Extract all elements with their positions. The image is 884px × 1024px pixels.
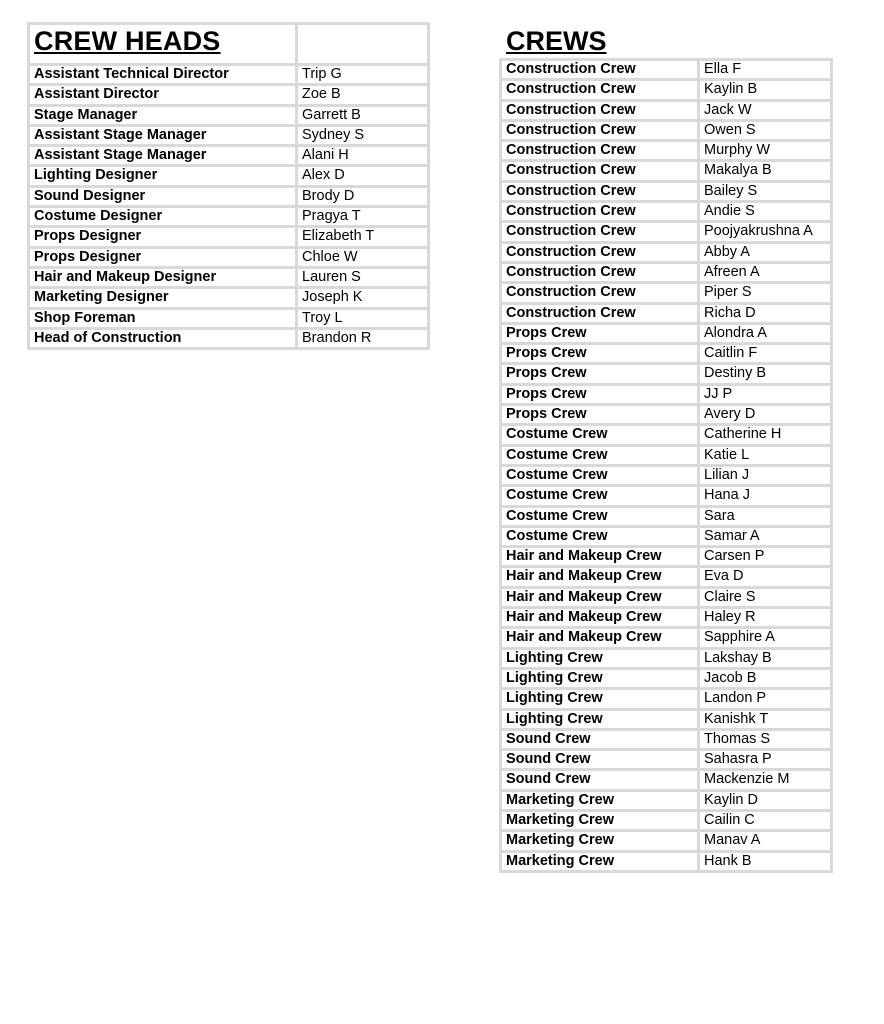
name-cell: Samar A	[699, 526, 832, 546]
crew-row	[501, 384, 832, 404]
crew-row	[501, 364, 832, 384]
name-cell: Sara	[699, 506, 832, 526]
crew-cell: Construction Crew	[501, 303, 699, 323]
crew-row	[501, 506, 832, 526]
name-cell: Kanishk T	[699, 709, 832, 729]
name-cell: Eva D	[699, 567, 832, 587]
name-cell: JJ P	[699, 384, 832, 404]
role-cell: Head of Construction	[29, 328, 297, 348]
crew-row	[501, 729, 832, 749]
crew-row	[501, 202, 832, 222]
name-cell: Carsen P	[699, 547, 832, 567]
name-cell: Kaylin B	[699, 80, 832, 100]
crew-cell: Costume Crew	[501, 425, 699, 445]
crew-cell: Construction Crew	[501, 262, 699, 282]
crew-cell: Hair and Makeup Crew	[501, 567, 699, 587]
name-cell: Lauren S	[297, 267, 429, 287]
crew-row	[501, 668, 832, 688]
crew-row	[501, 303, 832, 323]
name-cell: Alani H	[297, 146, 429, 166]
crew-cell: Construction Crew	[501, 60, 699, 80]
crew-cell: Lighting Crew	[501, 709, 699, 729]
crew-row	[501, 608, 832, 628]
name-cell: Poojyakrushna A	[699, 222, 832, 242]
crew-row	[501, 344, 832, 364]
name-cell: Piper S	[699, 283, 832, 303]
crew-cell: Lighting Crew	[501, 648, 699, 668]
crew-heads-title-cell	[29, 24, 297, 65]
name-cell: Afreen A	[699, 262, 832, 282]
name-cell: Sahasra P	[699, 750, 832, 770]
role-cell: Assistant Stage Manager	[29, 146, 297, 166]
crew-head-row	[29, 227, 429, 247]
crews-title: CREWS	[506, 26, 607, 56]
crew-row	[501, 120, 832, 140]
crew-cell: Props Crew	[501, 364, 699, 384]
crew-head-row	[29, 85, 429, 105]
crew-row	[501, 445, 832, 465]
crew-cell: Marketing Crew	[501, 831, 699, 851]
crew-row	[501, 242, 832, 262]
name-cell: Lilian J	[699, 465, 832, 485]
crew-head-row	[29, 247, 429, 267]
name-cell: Richa D	[699, 303, 832, 323]
crew-cell: Marketing Crew	[501, 851, 699, 871]
name-cell: Pragya T	[297, 207, 429, 227]
name-cell: Hank B	[699, 851, 832, 871]
name-cell: Sapphire A	[699, 628, 832, 648]
crew-cell: Costume Crew	[501, 445, 699, 465]
crew-cell: Construction Crew	[501, 181, 699, 201]
name-cell: Claire S	[699, 587, 832, 607]
crew-row	[501, 60, 832, 80]
crew-row	[501, 405, 832, 425]
crew-row	[501, 283, 832, 303]
name-cell: Manav A	[699, 831, 832, 851]
name-cell: Murphy W	[699, 141, 832, 161]
role-cell: Sound Designer	[29, 186, 297, 206]
crew-cell: Hair and Makeup Crew	[501, 587, 699, 607]
name-cell: Brandon R	[297, 328, 429, 348]
crew-row	[501, 567, 832, 587]
crew-row	[501, 465, 832, 485]
crew-row	[501, 750, 832, 770]
crew-row	[501, 587, 832, 607]
role-cell: Assistant Stage Manager	[29, 125, 297, 145]
crew-cell: Costume Crew	[501, 465, 699, 485]
crew-row	[501, 648, 832, 668]
role-cell: Costume Designer	[29, 207, 297, 227]
name-cell: Catherine H	[699, 425, 832, 445]
crew-cell: Hair and Makeup Crew	[501, 547, 699, 567]
name-cell: Ella F	[699, 60, 832, 80]
crew-cell: Construction Crew	[501, 161, 699, 181]
crew-cell: Props Crew	[501, 405, 699, 425]
crew-cell: Construction Crew	[501, 141, 699, 161]
crew-cell: Hair and Makeup Crew	[501, 608, 699, 628]
name-cell: Cailin C	[699, 810, 832, 830]
name-cell: Alondra A	[699, 323, 832, 343]
name-cell: Troy L	[297, 308, 429, 328]
crew-head-row	[29, 207, 429, 227]
crew-head-row	[29, 65, 429, 85]
name-cell: Landon P	[699, 689, 832, 709]
crew-row	[501, 810, 832, 830]
role-cell: Assistant Technical Director	[29, 65, 297, 85]
crew-head-row	[29, 308, 429, 328]
crew-cell: Construction Crew	[501, 80, 699, 100]
crews-table	[499, 58, 833, 873]
name-cell: Andie S	[699, 202, 832, 222]
crew-row	[501, 80, 832, 100]
name-cell: Zoe B	[297, 85, 429, 105]
name-cell: Abby A	[699, 242, 832, 262]
crew-cell: Marketing Crew	[501, 810, 699, 830]
crew-row	[501, 262, 832, 282]
crew-head-row	[29, 146, 429, 166]
name-cell: Chloe W	[297, 247, 429, 267]
crew-row	[501, 222, 832, 242]
crew-head-row	[29, 328, 429, 348]
name-cell: Joseph K	[297, 288, 429, 308]
name-cell: Owen S	[699, 120, 832, 140]
crew-row	[501, 323, 832, 343]
crew-row	[501, 831, 832, 851]
crew-row	[501, 486, 832, 506]
crew-row	[501, 851, 832, 871]
name-cell: Makalya B	[699, 161, 832, 181]
name-cell: Lakshay B	[699, 648, 832, 668]
crew-heads-title-empty-cell	[297, 24, 429, 65]
crew-cell: Lighting Crew	[501, 689, 699, 709]
crew-head-row	[29, 105, 429, 125]
name-cell: Trip G	[297, 65, 429, 85]
name-cell: Brody D	[297, 186, 429, 206]
name-cell: Sydney S	[297, 125, 429, 145]
crew-cell: Construction Crew	[501, 222, 699, 242]
crew-row	[501, 161, 832, 181]
crew-head-row	[29, 186, 429, 206]
crew-heads-table	[27, 22, 430, 350]
name-cell: Haley R	[699, 608, 832, 628]
name-cell: Jack W	[699, 100, 832, 120]
name-cell: Alex D	[297, 166, 429, 186]
name-cell: Caitlin F	[699, 344, 832, 364]
crew-row	[501, 689, 832, 709]
crew-head-row	[29, 166, 429, 186]
crew-head-row	[29, 288, 429, 308]
crew-cell: Sound Crew	[501, 750, 699, 770]
crew-cell: Construction Crew	[501, 202, 699, 222]
crew-heads-title-row	[29, 24, 429, 65]
crew-cell: Props Crew	[501, 384, 699, 404]
name-cell: Kaylin D	[699, 790, 832, 810]
crew-row	[501, 628, 832, 648]
crew-cell: Hair and Makeup Crew	[501, 628, 699, 648]
crew-row	[501, 709, 832, 729]
crew-row	[501, 100, 832, 120]
crew-cell: Marketing Crew	[501, 790, 699, 810]
role-cell: Props Designer	[29, 247, 297, 267]
name-cell: Jacob B	[699, 668, 832, 688]
name-cell: Thomas S	[699, 729, 832, 749]
crew-cell: Construction Crew	[501, 242, 699, 262]
crew-heads-body	[29, 24, 429, 349]
crew-cell: Construction Crew	[501, 120, 699, 140]
name-cell: Garrett B	[297, 105, 429, 125]
name-cell: Hana J	[699, 486, 832, 506]
crew-row	[501, 526, 832, 546]
crew-cell: Costume Crew	[501, 526, 699, 546]
name-cell: Elizabeth T	[297, 227, 429, 247]
name-cell: Bailey S	[699, 181, 832, 201]
name-cell: Mackenzie M	[699, 770, 832, 790]
crew-heads-title: CREW HEADS	[34, 26, 221, 56]
crew-cell: Sound Crew	[501, 770, 699, 790]
crew-cell: Props Crew	[501, 344, 699, 364]
role-cell: Assistant Director	[29, 85, 297, 105]
crew-row	[501, 770, 832, 790]
crew-head-row	[29, 267, 429, 287]
crew-head-row	[29, 125, 429, 145]
crew-cell: Construction Crew	[501, 100, 699, 120]
crew-row	[501, 790, 832, 810]
crew-cell: Construction Crew	[501, 283, 699, 303]
crew-cell: Props Crew	[501, 323, 699, 343]
crew-row	[501, 181, 832, 201]
crew-row	[501, 547, 832, 567]
role-cell: Shop Foreman	[29, 308, 297, 328]
role-cell: Lighting Designer	[29, 166, 297, 186]
role-cell: Stage Manager	[29, 105, 297, 125]
crew-cell: Sound Crew	[501, 729, 699, 749]
role-cell: Props Designer	[29, 227, 297, 247]
name-cell: Katie L	[699, 445, 832, 465]
crew-cell: Lighting Crew	[501, 668, 699, 688]
crew-row	[501, 141, 832, 161]
role-cell: Hair and Makeup Designer	[29, 267, 297, 287]
crew-cell: Costume Crew	[501, 486, 699, 506]
crew-cell: Costume Crew	[501, 506, 699, 526]
name-cell: Avery D	[699, 405, 832, 425]
crews-body	[501, 60, 832, 872]
crew-row	[501, 425, 832, 445]
name-cell: Destiny B	[699, 364, 832, 384]
role-cell: Marketing Designer	[29, 288, 297, 308]
